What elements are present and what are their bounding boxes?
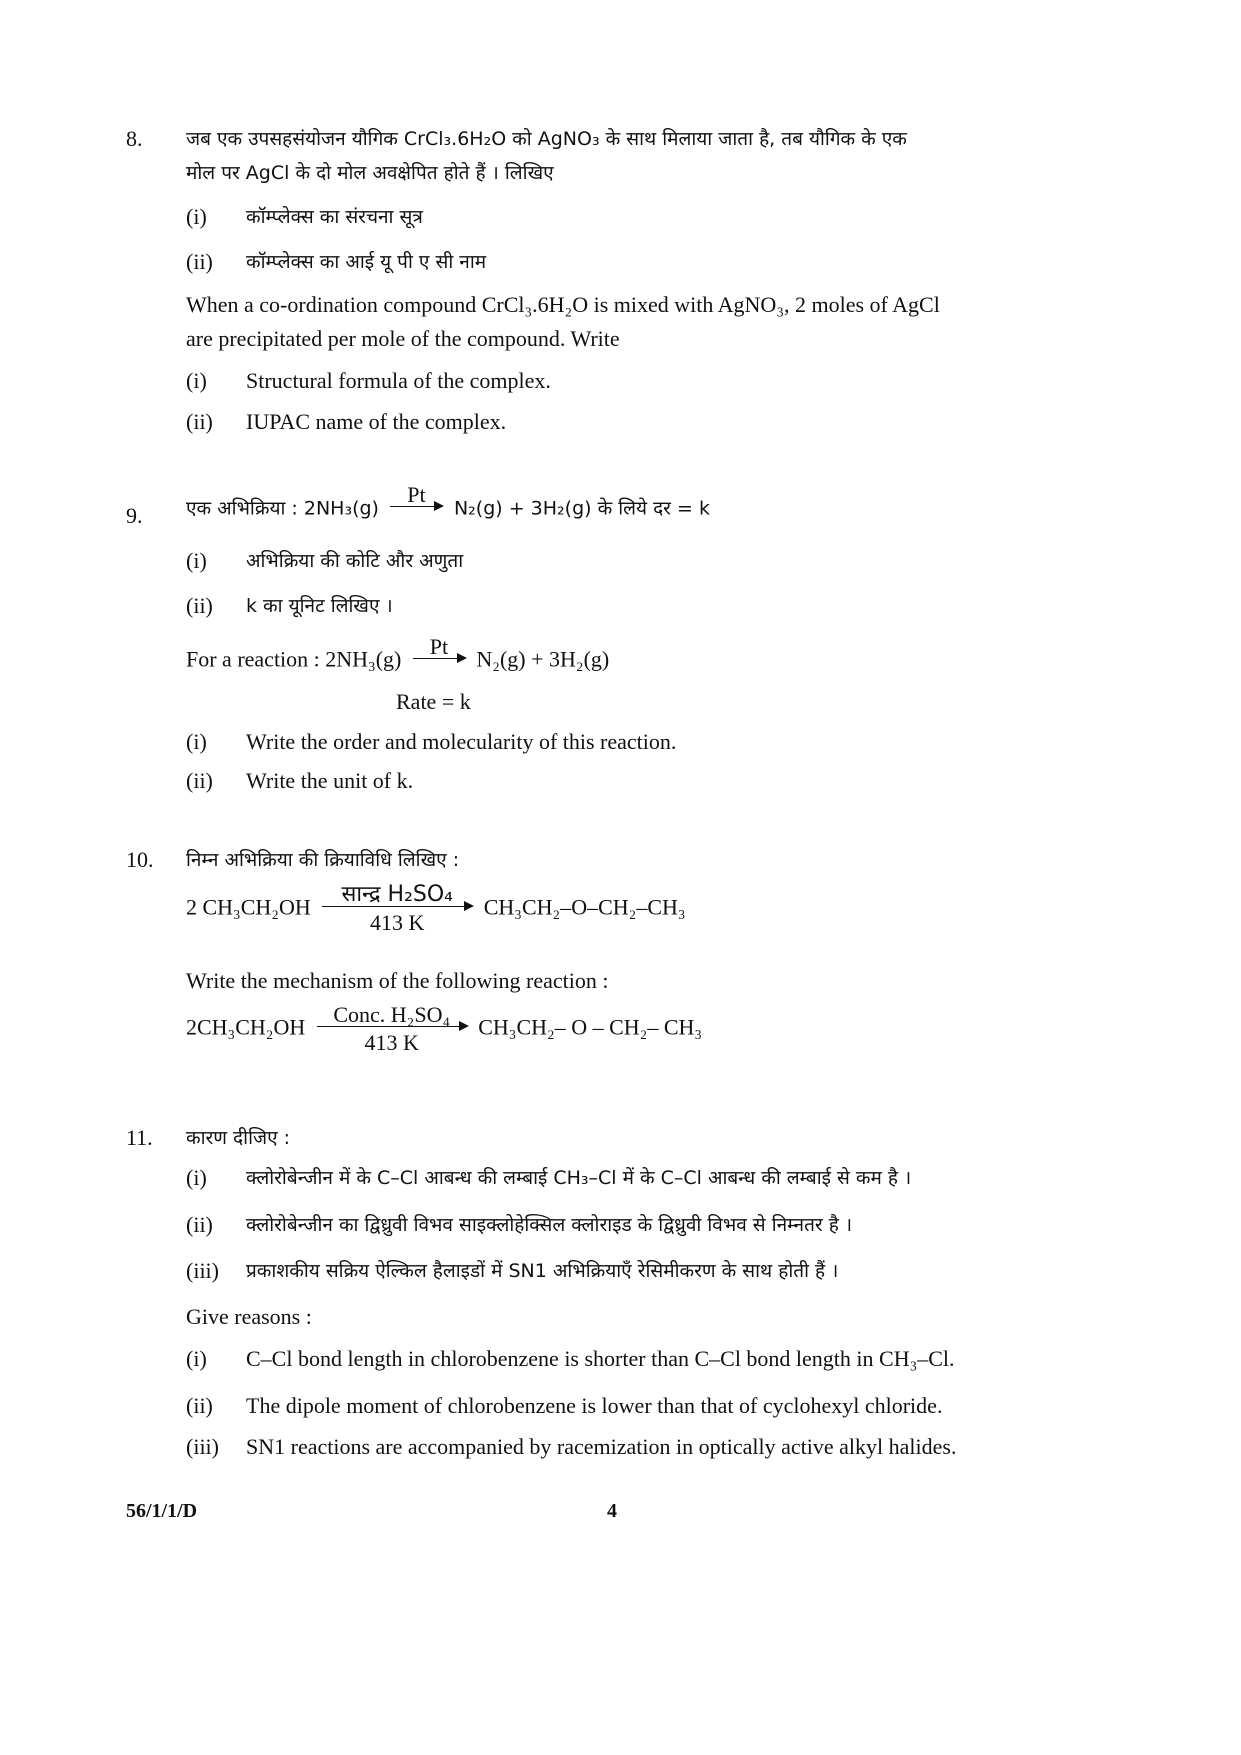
arrow-line	[413, 658, 465, 659]
paper-code: 56/1/1/D	[126, 1500, 198, 1522]
item-label: (i)	[186, 1165, 207, 1190]
item-label: (i)	[186, 548, 207, 573]
arrow-line	[390, 506, 442, 507]
item-text-hindi: कॉम्प्लेक्स का संरचना सूत्र	[246, 206, 423, 228]
reaction-prefix: एक अभिक्रिया : 2NH₃(g)	[186, 497, 379, 520]
item-text-english: Write the unit of k.	[246, 768, 414, 793]
item-label: (ii)	[186, 1212, 213, 1237]
reaction-arrow	[413, 636, 465, 687]
reaction-equation-hindi	[186, 484, 710, 535]
question-text-english-line-2: are precipitated per mole of the compound. Write	[186, 326, 620, 351]
question-text-hindi-line-1: जब एक उपसहसंयोजन यौगिक CrCl₃.6H₂O को AgNO₃ के साथ मिलाया जाता है, तब यौगिक के एक	[186, 128, 907, 150]
item-label: (ii)	[186, 409, 213, 434]
item-text-hindi: कॉम्प्लेक्स का आई यू पी ए सी नाम	[246, 251, 487, 273]
product: CH₃CH₂– O – CH₂– CH₃	[478, 1014, 703, 1040]
item-text-hindi: k का यूनिट लिखिए ।	[246, 595, 393, 617]
rate-expression: Rate = k	[396, 689, 471, 714]
question-text-hindi: निम्न अभिक्रिया की क्रियाविधि लिखिए :	[186, 849, 460, 871]
reaction-arrow	[317, 1004, 467, 1055]
item-text-english: Structural formula of the complex.	[246, 368, 551, 393]
question-text-hindi: कारण दीजिए :	[186, 1127, 291, 1149]
item-text-english: SN1 reactions are accompanied by racemization in optically active alkyl halides.	[246, 1434, 957, 1459]
reaction-prefix: For a reaction : 2NH₃(g)	[186, 646, 402, 672]
item-label: (i)	[186, 729, 207, 754]
reactant: 2CH₃CH₂OH	[186, 1014, 306, 1040]
arrow-reagent-label: सान्द्र H₂SO₄	[341, 882, 453, 907]
item-text-english: The dipole moment of chlorobenzene is lower than that of cyclohexyl chloride.	[246, 1393, 943, 1418]
reaction-arrow	[322, 884, 472, 935]
item-text-english: Write the order and molecularity of this reaction.	[246, 729, 677, 754]
question-number: 11.	[126, 1125, 153, 1150]
arrow-reagent-label: Conc. H₂SO₄	[333, 1002, 451, 1027]
item-label: (ii)	[186, 768, 213, 793]
arrow-catalyst-label: Pt	[407, 482, 426, 507]
question-number: 10.	[126, 847, 154, 872]
item-text-english: C–Cl bond length in chlorobenzene is shorter than C–Cl bond length in CH₃–Cl.	[246, 1346, 955, 1371]
page-number: 4	[607, 1500, 617, 1522]
question-text-english: Write the mechanism of the following reaction :	[186, 968, 609, 993]
item-label: (iii)	[186, 1258, 219, 1283]
item-text-english: IUPAC name of the complex.	[246, 409, 507, 434]
item-text-hindi: क्लोरोबेन्जीन में के C–Cl आबन्ध की लम्बाई CH₃–Cl में के C–Cl आबन्ध की लम्बाई से कम है ।	[246, 1167, 912, 1189]
product: CH₃CH₂–O–CH₂–CH₃	[483, 894, 686, 920]
item-label: (ii)	[186, 249, 213, 274]
question-number: 8.	[126, 126, 143, 151]
item-text-hindi: क्लोरोबेन्जीन का द्विध्रुवी विभव साइक्लोहेक्सिल क्लोराइड के द्विध्रुवी विभव से निम्नतर है ।	[246, 1214, 853, 1236]
item-label: (i)	[186, 204, 207, 229]
question-number: 9.	[126, 503, 143, 528]
reaction-equation-english	[186, 636, 609, 687]
arrow-temperature-label: 413 K	[364, 1030, 419, 1055]
question-text-english-line-1: When a co-ordination compound CrCl₃.6H₂O is mixed with AgNO₃, 2 moles of AgCl	[186, 292, 940, 317]
reaction-suffix: N₂(g) + 3H₂(g)	[476, 646, 610, 672]
item-label: (iii)	[186, 1434, 219, 1459]
arrow-line	[322, 906, 472, 907]
question-text-english: Give reasons :	[186, 1304, 312, 1329]
item-label: (ii)	[186, 1393, 213, 1418]
reaction-suffix: N₂(g) + 3H₂(g) के लिये दर = k	[453, 497, 710, 520]
reaction-equation-hindi	[186, 884, 686, 935]
item-label: (i)	[186, 1346, 207, 1371]
question-text-hindi-line-2: मोल पर AgCl के दो मोल अवक्षेपित होते हैं । लिखिए	[186, 162, 554, 184]
reaction-equation-english	[186, 1004, 702, 1055]
reaction-arrow	[390, 484, 442, 535]
arrow-line	[317, 1026, 467, 1027]
arrow-catalyst-label: Pt	[429, 634, 449, 659]
item-text-hindi: अभिक्रिया की कोटि और अणुता	[246, 550, 464, 572]
item-label: (i)	[186, 368, 207, 393]
reactant: 2 CH₃CH₂OH	[186, 894, 311, 920]
item-text-hindi: प्रकाशकीय सक्रिय ऐल्किल हैलाइडों में SN1 अभिक्रियाएँ रेसिमीकरण के साथ होती हैं ।	[246, 1260, 839, 1282]
item-label: (ii)	[186, 593, 213, 618]
arrow-temperature-label: 413 K	[370, 910, 425, 935]
